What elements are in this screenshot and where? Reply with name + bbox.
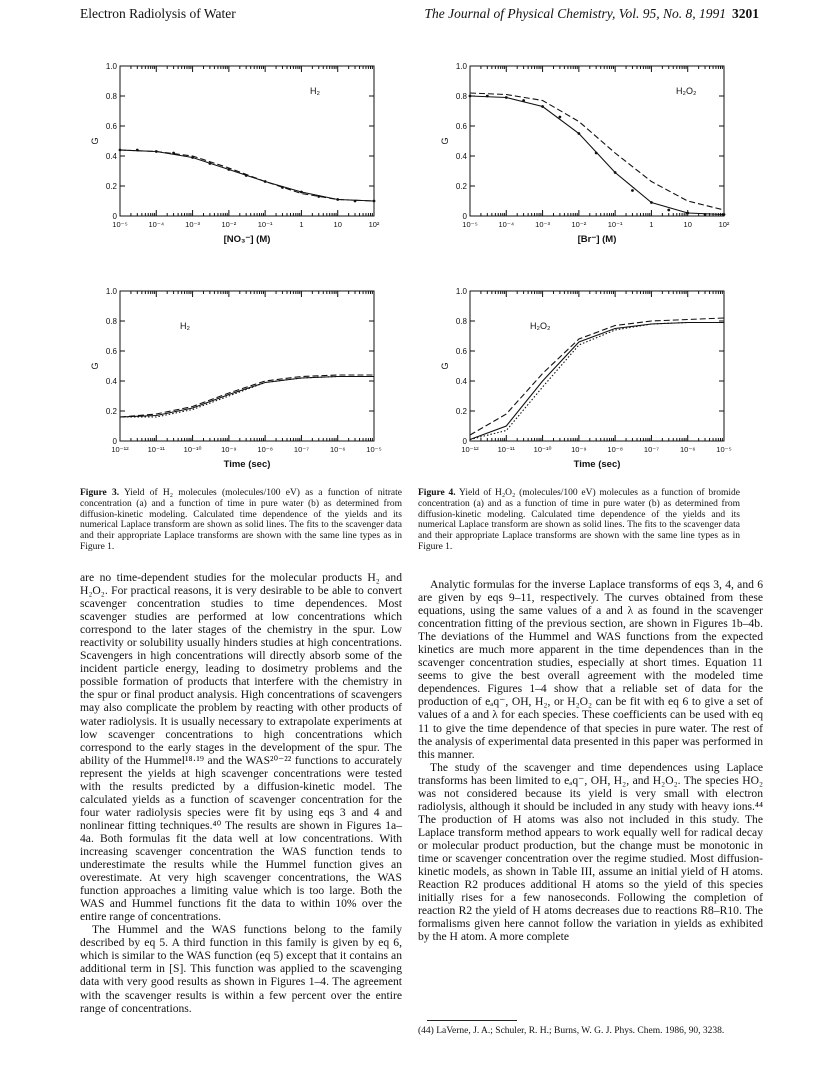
x-tick-label: 10⁻⁵ [462,220,478,229]
x-tick-label: 10⁻¹¹ [497,445,515,454]
figure-3-caption-text: Yield of H₂ molecules (molecules/100 eV) as a function of nitrate concentration (a) and a function of time in pure water (b) as determined from diffusion-kinetic modeling. Calculated time dependence of the yields and its numerical Laplace transform are shown as solid lines. The fits to the scavenger data and their appropriate Laplace transforms are shown with the same line types as in Figure 1. [80,488,402,552]
series-line-dashed [470,93,724,210]
y-tick-label: 0.8 [105,317,117,326]
y-tick-label: 0.2 [105,407,117,416]
y-tick-label: 1.0 [105,62,117,71]
y-tick-label: 0 [112,437,117,446]
x-tick-label: 10⁻⁷ [643,445,659,454]
x-tick-label: 10 [333,220,342,229]
x-tick-label: 10⁻³ [185,220,200,229]
species-label: H₂ [180,321,190,331]
y-tick-label: 1.0 [455,287,467,296]
running-header-journal [425,6,760,22]
x-tick-label: 10⁻⁹ [571,445,587,454]
plot-frame [470,291,724,441]
series-line-dotted [470,323,724,440]
x-tick-label: 10⁻⁶ [330,445,346,454]
y-tick-label: 0.6 [455,122,467,131]
y-tick-label: 1.0 [455,62,467,71]
x-tick-label: 10⁻¹⁰ [533,445,552,454]
series-line-solid [120,150,374,201]
fig3b-svg [90,283,400,483]
y-tick-label: 0 [462,437,467,446]
y-tick-label: 0.6 [455,347,467,356]
y-tick-label: 0.8 [455,317,467,326]
y-tick-label: 0.2 [455,182,467,191]
y-tick-label: 0.6 [105,347,117,356]
x-tick-label: 10⁻⁵ [716,445,732,454]
y-tick-label: 0.4 [105,152,117,161]
x-tick-label: 10⁻² [221,220,237,229]
x-tick-label: 10⁻⁶ [680,445,696,454]
series-line-solid [470,323,724,440]
x-tick-label: 10⁻¹ [607,220,623,229]
x-tick-label: 1 [649,220,654,229]
left-column-text [80,571,402,1015]
y-tick-label: 0 [462,212,467,221]
x-tick-label: 10⁻¹² [461,445,479,454]
x-tick-label: 10⁻⁵ [366,445,382,454]
x-axis-label: [Br⁻] (M) [577,234,617,245]
figure-3b-panel [90,283,400,483]
y-tick-label: 0 [112,212,117,221]
y-axis-label: G [90,362,100,370]
x-tick-label: 10⁻² [571,220,587,229]
x-axis-label: [NO₃⁻] (M) [223,234,271,245]
data-point [631,189,634,192]
right-column-text [418,578,763,943]
x-tick-label: 10⁻⁸ [607,445,623,454]
x-tick-label: 10⁻⁸ [257,445,273,454]
x-tick-label: 10⁻³ [535,220,550,229]
x-tick-label: 10⁻⁷ [293,445,309,454]
fig4b-svg [440,283,750,483]
x-tick-label: 10⁻¹⁰ [183,445,202,454]
plot-frame [120,291,374,441]
y-axis-label: G [440,362,450,370]
figure-4-caption [418,488,740,553]
fig3a-svg [90,58,400,258]
figure-4b-panel [440,283,750,483]
series-line-dotted [120,377,374,418]
left-paragraph-1: are no time-dependent studies for the molecular products H₂ and H₂O₂. For practical reasons, it is very desirable to be able to convert scavenger concentration studies to time dependences. Most scavenger studies are performed at low concentrations which correspond to the later stages of the chemistry in the spur. Low reactivity or solubility usually hinders studies at high concentrations. Scavengers in high concentrations will directly absorb some of the incident particle energy, leading to dosimetry problems and the possible formation of products that interfere with the chemistry in the spur or final product analysis. High concentrations of scavengers may also complicate the problem by reacting with other products of water radiolysis. It is usually necessary to extrapolate experiments at low scavenger concentrations to high concentrations which correspond to the early stages in the development of the spur. The ability of the Hummel¹⁸·¹⁹ and the WAS²⁰⁻²² functions to accurately represent the yields at high scavenger concentrations were tested with the results predicted by a diffusion-kinetic model. The calculated yields as a function of scavenger concentration for the four water radiolysis species were fit by using eqs 3 and 4 and nonlinear fitting techniques.⁴⁰ The results are shown in Figures 1a–4a. Both formulas fit the data well at low concentrations. With increasing scavenger concentration the WAS function tends to underestimate the results while the Hummel function gives an overestimate. At very high scavenger concentrations, the WAS function approaches a limiting value which is too large. Both the WAS and Hummel functions fit the data to within 10% over the entire range of concentrations. [80,571,402,924]
y-tick-label: 0.6 [105,122,117,131]
running-header-title: Electron Radiolysis of Water [80,6,236,21]
x-tick-label: 10² [718,220,730,229]
figure-4-caption-label: Figure 4. [418,488,456,498]
series-line-dashed [120,375,374,417]
x-tick-label: 10⁻⁴ [148,220,165,229]
x-tick-label: 1 [299,220,304,229]
series-line-solid [470,96,724,215]
y-axis-label: G [440,137,450,145]
y-tick-label: 1.0 [105,287,117,296]
y-tick-label: 0.2 [455,407,467,416]
y-axis-label: G [90,137,100,145]
footnote: (44) LaVerne, J. A.; Schuler, R. H.; Burns, W. G. J. Phys. Chem. 1986, 90, 3238. [418,1026,725,1036]
x-tick-label: 10⁻⁵ [112,220,128,229]
left-paragraph-2: The Hummel and the WAS functions belong to the family described by eq 5. A third function in this family is given by eq 6, which is similar to the WAS function (eq 5) except that it contains an additional term in [S]. This function was applied to the scavenging data with very good results as shown in Figures 1–4. The agreement with the scavenger results is within a few percent over the entire range of concentrations. [80,923,402,1015]
x-tick-label: 10² [368,220,380,229]
plot-frame [120,66,374,216]
y-tick-label: 0.4 [105,377,117,386]
figure-3a-panel [90,58,400,258]
x-tick-label: 10⁻⁴ [498,220,515,229]
data-point [667,209,670,212]
y-tick-label: 0.4 [455,377,467,386]
figure-4a-panel [440,58,750,258]
figure-3-caption-label: Figure 3. [80,488,120,498]
page-number: 3201 [732,6,759,21]
figure-3-caption [80,488,402,553]
x-tick-label: 10 [683,220,692,229]
y-tick-label: 0.2 [105,182,117,191]
species-label: H₂O₂ [676,86,697,96]
series-line-solid [120,377,374,418]
x-tick-label: 10⁻⁹ [221,445,237,454]
species-label: H₂O₂ [530,321,551,331]
x-axis-label: Time (sec) [573,459,621,470]
y-tick-label: 0.8 [105,92,117,101]
y-tick-label: 0.8 [455,92,467,101]
figure-4-caption-text: Yield of H₂O₂ (molecules/100 eV) molecules as a function of bromide concentration (a) and as a function of time in pure water (b) as determined from diffusion-kinetic modeling. Calculated time dependence of the yields and its numerical Laplace transform are shown as solid lines. The fits to the scavenger data and their appropriate Laplace transforms are shown with the same line types as in Figure 1. [418,488,740,552]
fig4a-svg [440,58,750,258]
right-paragraph-2: The study of the scavenger and time dependences using Laplace transforms has been limited to eₐq⁻, OH, H₂, and H₂O₂. The species HO₂ was not considered because its yield is very small with electron radiolysis, although it should be included in any study with heavy ions.⁴⁴ The production of H atoms was also not included in this study. The Laplace transform method appears to work equally well for radical decay or molecular product production, but the change must be monotonic in time or scavenger concentration over the regime studied. Most diffusion-kinetic models, as shown in Table III, assume an initial yield of H atoms. Reaction R2 produces additional H atoms so the yield of this species initially rises for a few nanoseconds. Following the completion of reaction R2 the yield of H atoms decreases due to reactions R8–R10. The formalisms given here cannot follow the variation in yields as exhibited by the H atom. A more complete [418,760,763,944]
x-axis-label: Time (sec) [223,459,271,470]
journal-citation: The Journal of Physical Chemistry, Vol. 95, No. 8, 1991 [424,6,726,21]
x-tick-label: 10⁻¹² [111,445,129,454]
right-paragraph-1: Analytic formulas for the inverse Laplace transforms of eqs 3, 4, and 6 are given by eqs 9–11, respectively. The curves obtained from these equations, using the same values of a and λ as found in the scavenger concentration fitting of the previous section, are shown in Figures 1b–4b. The deviations of the Hummel and WAS functions from the expected kinetics are much more apparent in the time dependences than in the scavenger concentration studies, especially at short times. Equation 11 seems to give the best overall agreement with the modeled time dependences. Figures 1–4 show that a reliable set of data for the production of eₐq⁻, OH, H₂, or H₂O₂ can be fit with eq 6 to give a set of values of a and λ for each species. These coefficients can be used with eq 11 to give the time dependence of that species in pure water. The rest of the analysis of experimental data presented in this paper was performed in this manner. [418,578,763,761]
x-tick-label: 10⁻¹¹ [147,445,165,454]
species-label: H₂ [310,86,320,96]
footnote-rule [427,1020,517,1021]
y-tick-label: 0.4 [455,152,467,161]
x-tick-label: 10⁻¹ [257,220,273,229]
